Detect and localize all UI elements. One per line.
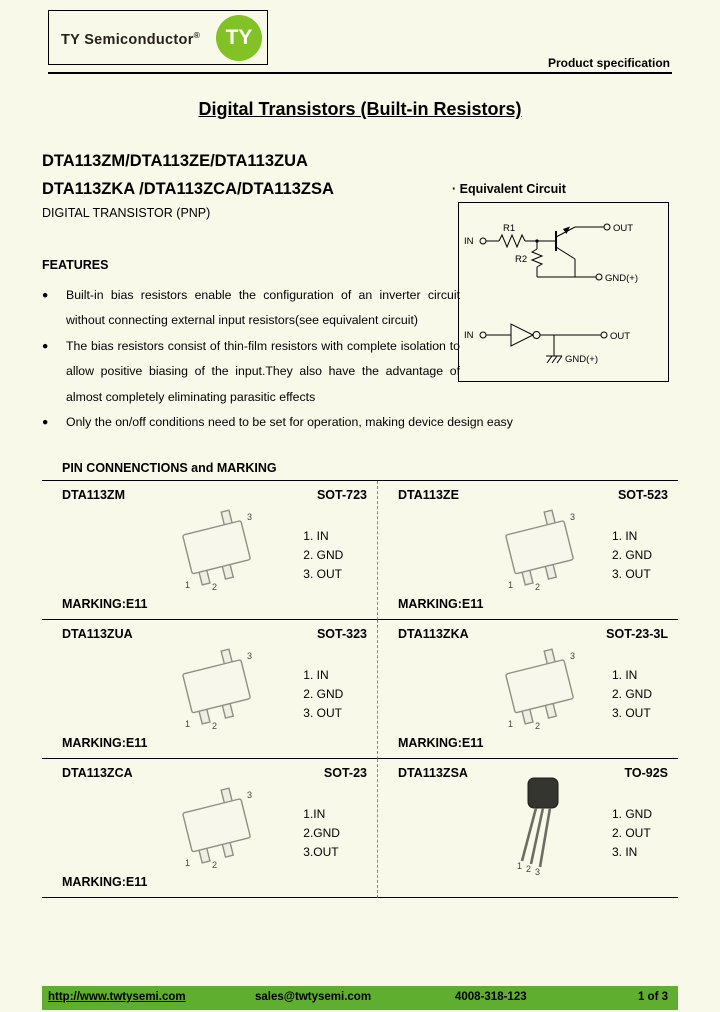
part-numbers — [42, 147, 334, 203]
pin-list — [612, 527, 652, 584]
sot-package-drawing — [486, 507, 596, 591]
circuit-label-in-bottom: IN — [464, 330, 474, 341]
package-name: SOT-523 — [617, 488, 668, 502]
brand-text — [61, 30, 200, 48]
ty-logo-text: TY — [225, 26, 253, 49]
pin-item: 1. IN — [612, 668, 638, 682]
header-rule — [48, 72, 672, 74]
part-numbers-line1: DTA113ZM/DTA113ZE/DTA113ZUA — [42, 152, 308, 170]
pin-item: 2.GND — [303, 826, 340, 840]
part-number: DTA113ZKA — [398, 627, 469, 641]
pin-item: 1. IN — [612, 529, 638, 543]
pin-item: 3. IN — [612, 845, 638, 859]
sot-package-drawing — [163, 507, 273, 591]
package-name: SOT-23-3L — [606, 627, 668, 641]
pin-number-label: 2 — [211, 860, 217, 869]
pin-number-label: 3 — [246, 790, 252, 800]
footer-bar — [42, 986, 678, 1010]
equivalent-circuit-heading: · Equivalent Circuit — [452, 182, 566, 196]
marking-label: MARKING:E11 — [398, 736, 484, 750]
marking-label: MARKING:E11 — [62, 736, 148, 750]
pin-number-label: 2 — [211, 721, 217, 730]
package-name: TO-92S — [624, 766, 668, 780]
package-name: SOT-723 — [316, 488, 367, 502]
feature-item: ● Built-in bias resistors enable the configuration of an inverter circuit without connecting external input resistors(see equivalent circuit) — [42, 283, 460, 334]
pin-number-label: 3 — [246, 512, 252, 522]
package-cell-dta113zua — [42, 620, 378, 759]
package-name: SOT-323 — [316, 627, 367, 641]
pin-number-label: 1 — [184, 580, 190, 590]
part-number: DTA113ZUA — [62, 627, 133, 641]
pin-number-label: 3 — [570, 651, 576, 661]
website-link[interactable]: http://www.twtysemi.com — [48, 991, 186, 1003]
sot-package-drawing — [163, 785, 273, 869]
circuit-label-gnd-top: GND(+) — [605, 273, 638, 284]
brand-name: TY Semiconductor — [61, 32, 194, 48]
part-number: DTA113ZM — [62, 488, 125, 502]
package-cell-dta113zka — [378, 620, 678, 759]
features-list — [42, 283, 582, 435]
pin-number-label: 1 — [184, 719, 190, 729]
package-cell-dta113zm — [42, 481, 378, 620]
pin-item: 2. GND — [303, 548, 344, 562]
part-numbers-line2: DTA113ZKA /DTA113ZCA/DTA113ZSA — [42, 180, 334, 198]
pin-item: 1. GND — [612, 807, 653, 821]
ty-logo-badge — [216, 15, 262, 61]
pin-list — [612, 666, 652, 723]
circuit-label-r1: R1 — [503, 223, 516, 234]
features-heading: FEATURES — [42, 258, 109, 272]
device-type-label: DIGITAL TRANSISTOR (PNP) — [42, 206, 211, 220]
pin-number-label: 2 — [526, 864, 532, 874]
pin-list — [303, 666, 343, 723]
pin-connections-heading: PIN CONNENCTIONS and MARKING — [62, 461, 277, 475]
package-cell-dta113ze — [378, 481, 678, 620]
pin-item: 2. GND — [612, 687, 653, 701]
marking-label: MARKING:E11 — [62, 875, 148, 889]
package-cell-dta113zca — [42, 759, 378, 898]
circuit-label-gnd-bottom: GND(+) — [565, 354, 598, 365]
sot-package-drawing — [163, 646, 273, 730]
pin-number-label: 1 — [508, 719, 514, 729]
package-grid — [42, 480, 678, 898]
page-title: Digital Transistors (Built-in Resistors) — [198, 99, 522, 119]
pin-item: 1. IN — [303, 529, 329, 543]
to92-package-drawing — [504, 775, 574, 875]
part-number: DTA113ZSA — [398, 766, 468, 780]
sot-package-drawing — [486, 646, 596, 730]
marking-label: MARKING:E11 — [62, 597, 148, 611]
email-link[interactable]: sales@twtysemi.com — [255, 991, 372, 1003]
pin-number-label: 1 — [517, 861, 523, 871]
package-name: SOT-23 — [323, 766, 367, 780]
pin-list — [612, 805, 652, 862]
pin-list — [303, 805, 340, 862]
pin-item: 2. GND — [612, 548, 653, 562]
pin-number-label: 2 — [535, 582, 541, 591]
circuit-label-in-top: IN — [464, 236, 474, 247]
pin-item: 1. IN — [303, 668, 329, 682]
pin-item: 2. OUT — [612, 826, 651, 840]
feature-item: ● Only the on/off conditions need to be set for operation, making device design easy — [42, 410, 582, 435]
package-cell-dta113zsa — [378, 759, 678, 898]
logo-box — [48, 10, 268, 65]
pin-item: 2. GND — [303, 687, 344, 701]
pin-item: 3. OUT — [612, 567, 651, 581]
pin-number-label: 3 — [246, 651, 252, 661]
pin-number-label: 2 — [211, 582, 217, 591]
circuit-label-out-top: OUT — [613, 223, 634, 234]
pin-list — [303, 527, 343, 584]
pin-item: 1.IN — [303, 807, 326, 821]
marking-label: MARKING:E11 — [398, 597, 484, 611]
pin-item: 3. OUT — [303, 706, 342, 720]
circuit-label-out-bottom: OUT — [610, 331, 631, 342]
pin-item: 3. OUT — [303, 567, 342, 581]
pin-number-label: 1 — [184, 858, 190, 868]
product-spec-label: Product specification — [547, 56, 670, 70]
pin-number-label: 3 — [570, 512, 576, 522]
pin-item: 3.OUT — [303, 845, 339, 859]
circuit-label-r2: R2 — [515, 254, 528, 265]
registered-mark: ® — [193, 30, 201, 40]
pin-item: 3. OUT — [612, 706, 651, 720]
pin-number-label: 2 — [535, 721, 541, 730]
pin-number-label: 1 — [508, 580, 514, 590]
phone-number: 4008-318-123 — [455, 991, 527, 1003]
part-number: DTA113ZCA — [62, 766, 133, 780]
page-number: 1 of 3 — [637, 991, 668, 1003]
feature-item: ● The bias resistors consist of thin-film resistors with complete isolation to allow positive biasing of the input.They also have the advantage of almost completely eliminating parasitic effects — [42, 334, 460, 410]
pin-number-label: 3 — [535, 867, 541, 875]
part-number: DTA113ZE — [398, 488, 459, 502]
